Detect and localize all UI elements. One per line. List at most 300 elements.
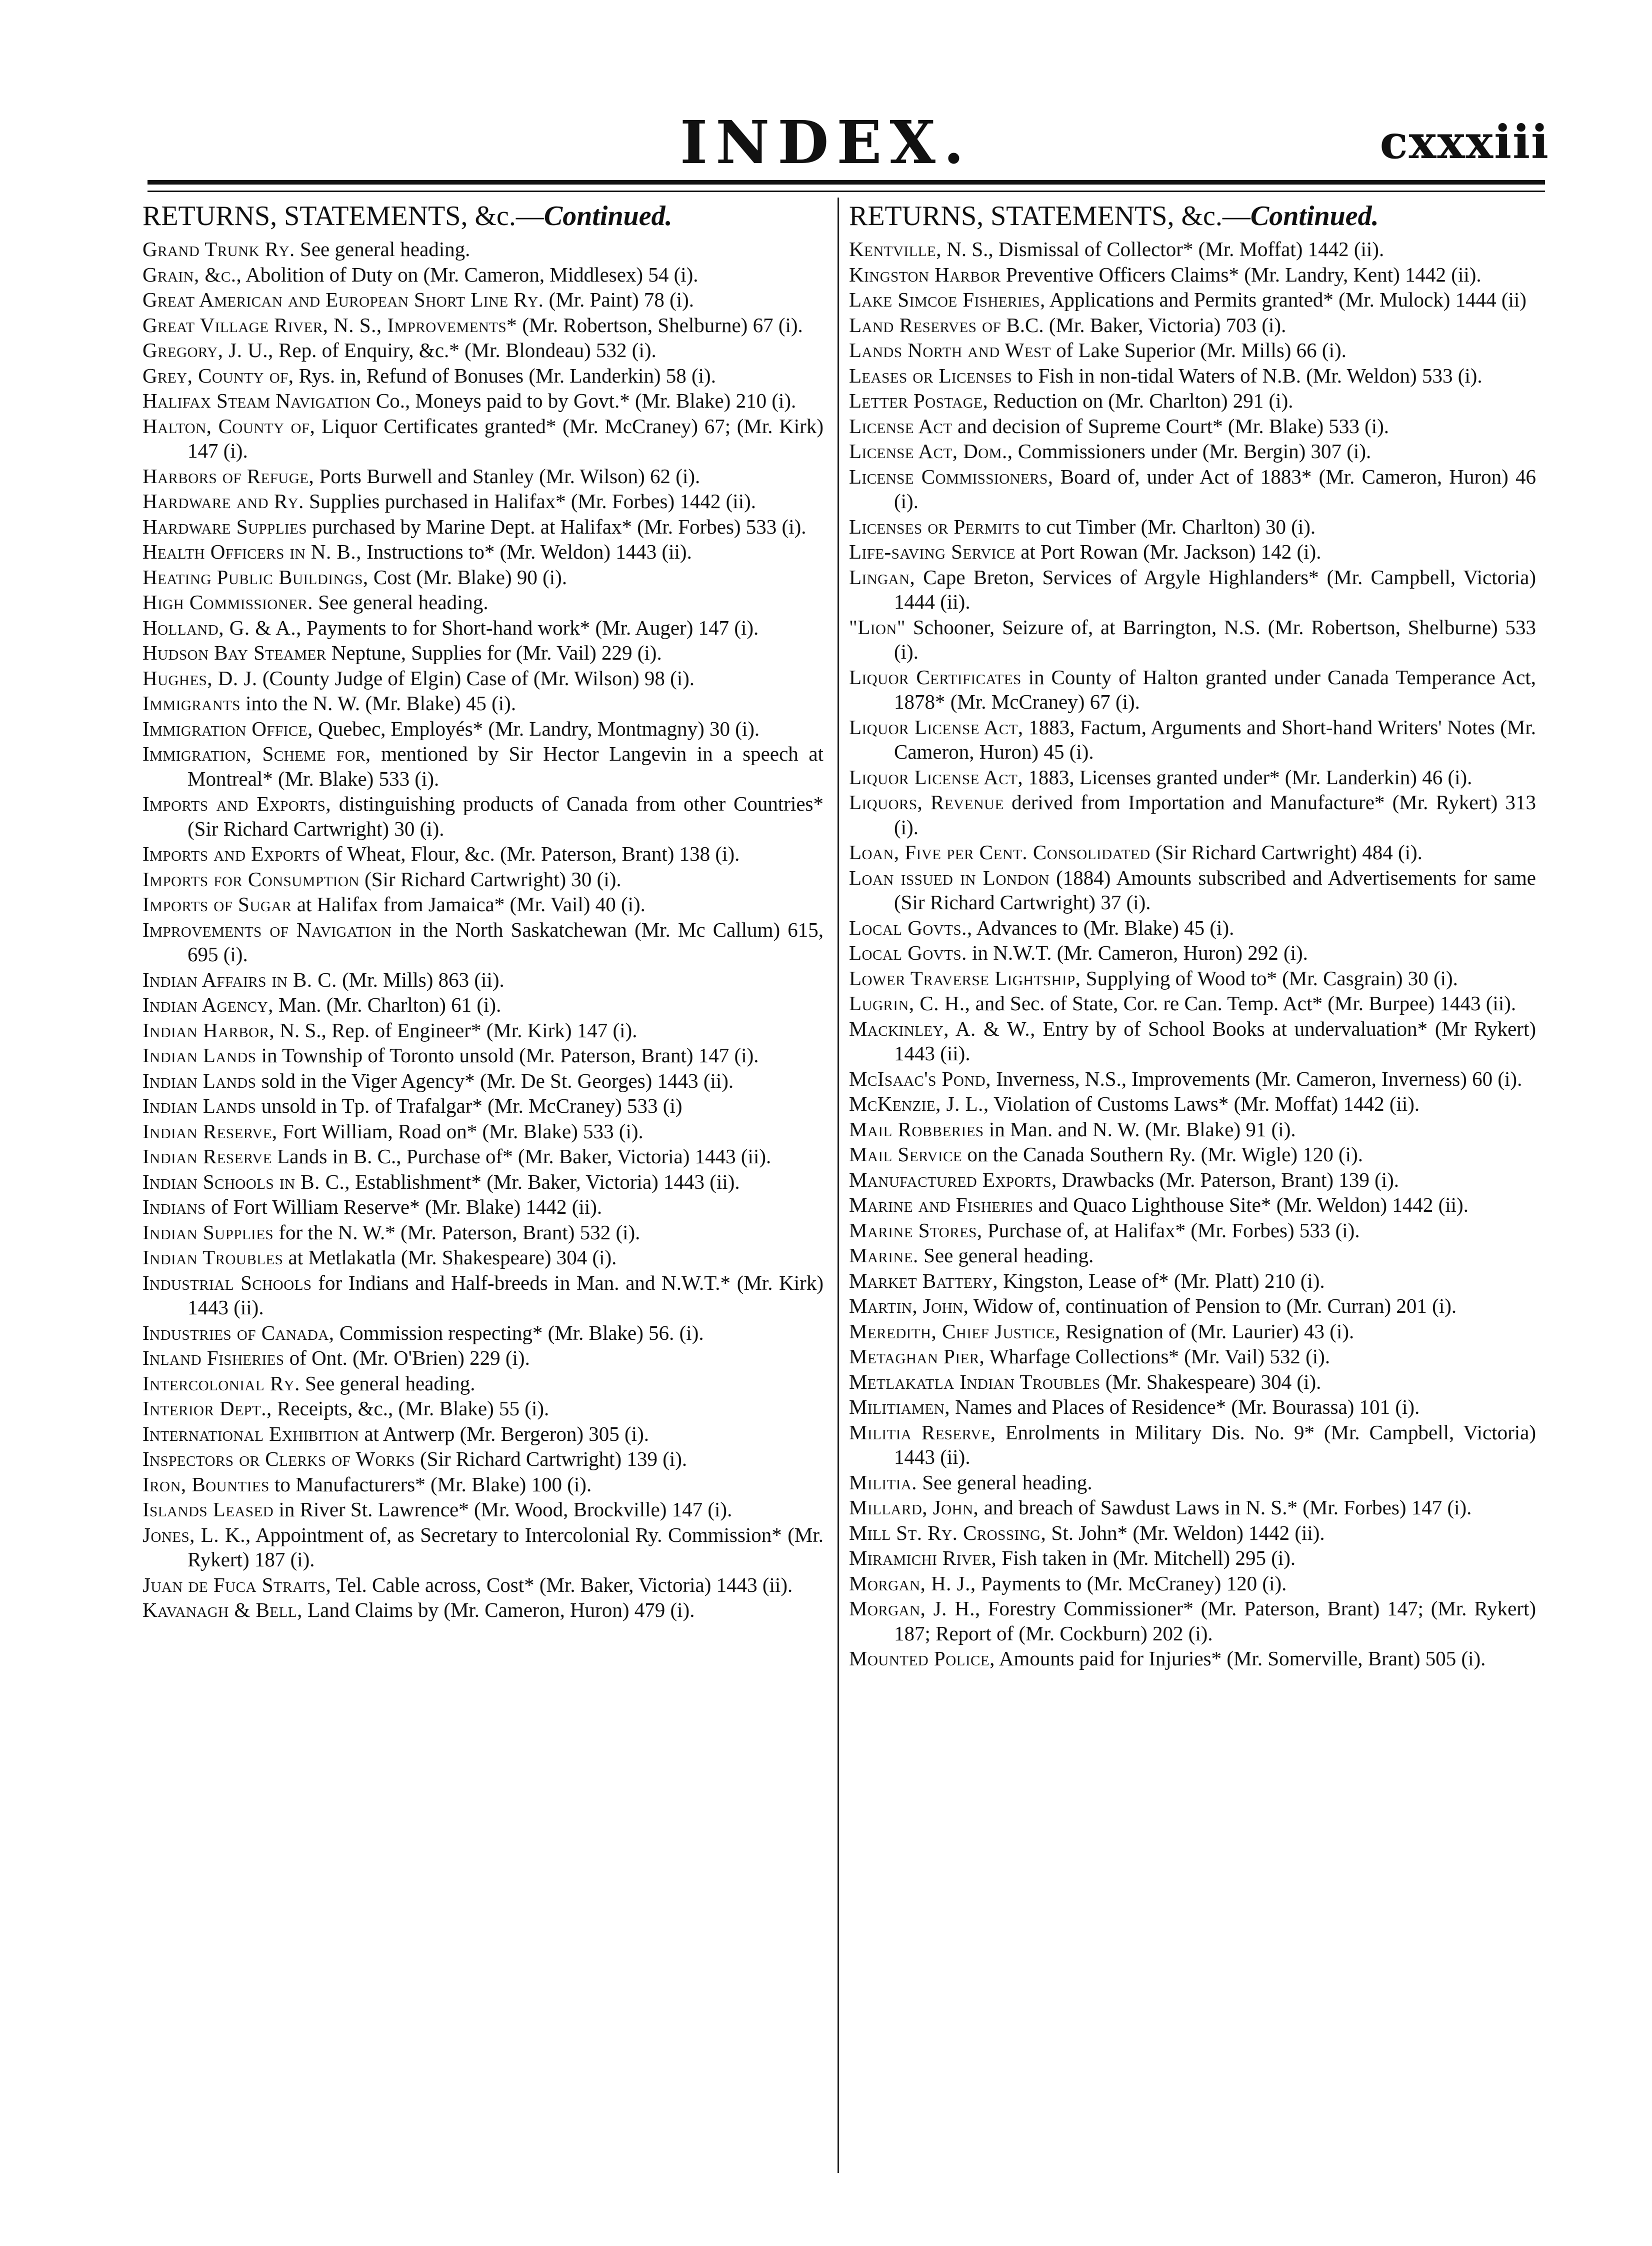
index-entry-keyword: Miramichi River, xyxy=(849,1546,997,1569)
index-entry xyxy=(142,968,824,993)
index-entry xyxy=(142,1523,824,1572)
index-entry-keyword: Halifax Steam Navigation xyxy=(142,389,371,412)
index-entry-text: to cut Timber (Mr. Charlton) 30 (i). xyxy=(1020,515,1316,538)
index-entry xyxy=(142,1069,824,1094)
index-entry xyxy=(142,1043,824,1068)
index-entry xyxy=(142,717,824,742)
index-entry xyxy=(142,313,824,338)
index-entry-keyword: Mill St. Ry. Crossing, xyxy=(849,1521,1046,1544)
index-entry-keyword: Immigrants xyxy=(142,692,240,715)
index-entry-keyword: Inspectors or Clerks of Works xyxy=(142,1447,415,1470)
index-entry-keyword: Letter Postage, xyxy=(849,389,988,412)
index-entry-keyword: Mail Robberies xyxy=(849,1117,984,1141)
index-entry-text: N. S., Dismissal of Collector* (Mr. Moffat) 1442 (ii). xyxy=(941,238,1384,261)
index-entry-text: to Fish in non-tidal Waters of N.B. (Mr. Weldon) 533 (i). xyxy=(1012,364,1482,387)
index-entry-text: for the N. W.* (Mr. Paterson, Brant) 532 (i). xyxy=(274,1220,640,1244)
index-entry xyxy=(142,1396,824,1421)
index-entry-keyword: Harbors of Refuge, xyxy=(142,464,314,488)
index-entry-keyword: Meredith, Chief Justice, xyxy=(849,1319,1060,1343)
index-entry xyxy=(142,237,824,262)
index-entry-keyword: Loan issued in London xyxy=(849,866,1050,889)
index-entry-keyword: Lingan, xyxy=(849,565,916,589)
index-entry-keyword: Liquor Certificates xyxy=(849,665,1022,689)
index-entry xyxy=(849,1521,1536,1546)
index-entry-keyword: Mounted Police, xyxy=(849,1647,995,1670)
index-entry-text: Instructions to* (Mr. Weldon) 1443 (ii). xyxy=(361,540,692,563)
index-entry-keyword: Jones, L. K., xyxy=(142,1523,251,1546)
index-entry-keyword: Interior Dept., xyxy=(142,1397,272,1420)
index-entry-text: Inverness, N.S., Improvements (Mr. Cameron, Inverness) 60 (i). xyxy=(990,1067,1522,1090)
index-entry-text: Payments to (Mr. McCraney) 120 (i). xyxy=(976,1571,1287,1595)
index-entry xyxy=(142,1220,824,1245)
index-entry-keyword: Indian Lands xyxy=(142,1044,256,1067)
index-entry-keyword: Manufactured Exports, xyxy=(849,1168,1057,1191)
index-entry-text: of Fort William Reserve* (Mr. Blake) 1442 (ii). xyxy=(206,1195,602,1218)
index-entry-keyword: Indian Supplies xyxy=(142,1220,274,1244)
index-entry-keyword: Lower Traverse Lightship, xyxy=(849,966,1081,990)
index-entry-text: (Sir Richard Cartwright) 30 (i). xyxy=(359,867,622,891)
index-entry-text: Receipts, &c., (Mr. Blake) 55 (i). xyxy=(272,1397,550,1420)
index-entry-keyword: Imports and Exports xyxy=(142,842,320,865)
index-entry xyxy=(849,765,1536,790)
index-entry xyxy=(849,1420,1536,1470)
index-entry xyxy=(142,364,824,389)
index-entry-keyword: Indian Lands xyxy=(142,1094,256,1117)
index-entry-text: Neptune, Supplies for (Mr. Vail) 229 (i). xyxy=(326,641,662,664)
index-entry-keyword: Juan de Fuca Straits, xyxy=(142,1573,332,1596)
index-entry-keyword: Metlakatla Indian Troubles xyxy=(849,1370,1100,1393)
index-entry-text: (Sir Richard Cartwright) 484 (i). xyxy=(1150,841,1422,864)
index-entry xyxy=(849,1344,1536,1369)
index-entry-text: Fish taken in (Mr. Mitchell) 295 (i). xyxy=(996,1546,1296,1569)
index-entry xyxy=(849,840,1536,865)
index-entry-keyword: Marine and Fisheries xyxy=(849,1193,1034,1216)
index-entry-list xyxy=(142,237,824,1623)
index-entry xyxy=(142,1447,824,1472)
index-entry-text: Entry by of School Books at undervaluation* (Mr Rykert) 1443 (ii). xyxy=(894,1017,1536,1065)
index-entry-keyword: Imports of Sugar xyxy=(142,893,292,916)
index-entry xyxy=(849,1193,1536,1218)
index-entry-text: Quebec, Employés* (Mr. Landry, Montmagny) 30 (i). xyxy=(312,717,760,740)
index-entry-keyword: Intercolonial Ry. xyxy=(142,1371,300,1395)
index-entry xyxy=(142,263,824,288)
index-entry-text: and Quaco Lighthouse Site* (Mr. Weldon) 1442 (ii). xyxy=(1033,1193,1468,1216)
index-entry-keyword: Lake Simcoe Fisheries, xyxy=(849,288,1046,311)
index-entry xyxy=(849,540,1536,565)
index-entry xyxy=(849,237,1536,262)
index-entry xyxy=(849,1470,1536,1495)
index-entry-keyword: License Act, Dom., xyxy=(849,440,1013,463)
index-entry-keyword: Lands North and West xyxy=(849,339,1051,362)
index-entry-text: (Mr. Mills) 863 (ii). xyxy=(336,968,504,991)
index-entry-text: Land Claims by (Mr. Cameron, Huron) 479 (i). xyxy=(302,1598,695,1621)
index-entry xyxy=(849,1017,1536,1066)
index-entry-text: Rep. of Enquiry, &c.* (Mr. Blondeau) 532 (i). xyxy=(273,339,656,362)
page-number: cxxxiii xyxy=(1380,115,1550,169)
index-entry xyxy=(849,1092,1536,1117)
index-entry-text: See general heading. xyxy=(918,1244,1094,1267)
index-entry xyxy=(142,1170,824,1195)
index-entry xyxy=(142,641,824,666)
index-entry-keyword: Local Govts. xyxy=(849,941,967,964)
index-entry-keyword: Local Govts., xyxy=(849,916,972,939)
index-entry xyxy=(142,565,824,590)
index-entry xyxy=(849,1142,1536,1167)
index-entry-keyword: Liquor License Act, xyxy=(849,765,1024,789)
index-entry-text: B.C. (Mr. Baker, Victoria) 703 (i). xyxy=(1001,313,1286,337)
index-entry xyxy=(849,288,1536,313)
index-entry xyxy=(849,1495,1536,1520)
index-entry-keyword: "Lion" xyxy=(849,615,906,639)
index-entry-keyword: Licenses or Permits xyxy=(849,515,1020,538)
index-entry-text: at Antwerp (Mr. Bergeron) 305 (i). xyxy=(359,1422,650,1445)
index-entry xyxy=(142,892,824,917)
index-entry-keyword: Kavanagh & Bell, xyxy=(142,1598,302,1621)
index-entry-text: Cape Breton, Services of Argyle Highlanders* (Mr. Campbell, Victoria) 1444 (ii). xyxy=(894,565,1536,613)
index-entry xyxy=(142,1094,824,1119)
index-entry-text: and Sec. of State, Cor. re Can. Temp. Act* (Mr. Burpee) 1443 (ii). xyxy=(970,992,1516,1015)
index-entry-text: Wharfage Collections* (Mr. Vail) 532 (i). xyxy=(984,1345,1330,1368)
index-entry-text: Schooner, Seizure of, at Barrington, N.S. (Mr. Robertson, Shelburne) 533 (i). xyxy=(894,615,1536,663)
index-entry-keyword: Industries of Canada, xyxy=(142,1321,334,1344)
index-entry xyxy=(142,590,824,615)
index-entry-text: Ports Burwell and Stanley (Mr. Wilson) 62 (i). xyxy=(314,464,700,488)
index-entry xyxy=(849,1571,1536,1596)
index-entry-keyword: Great American and European Short Line Ry. xyxy=(142,288,544,311)
index-entry xyxy=(849,1243,1536,1268)
index-entry-text: (County Judge of Elgin) Case of (Mr. Wilson) 98 (i). xyxy=(257,666,695,690)
index-entry xyxy=(849,966,1536,991)
index-entry-text: (Sir Richard Cartwright) 139 (i). xyxy=(414,1447,688,1470)
index-entry xyxy=(849,1395,1536,1420)
index-entry xyxy=(142,1472,824,1497)
column-divider xyxy=(838,198,839,2173)
index-entry-keyword: High Commissioner. xyxy=(142,591,314,614)
index-entry xyxy=(142,1018,824,1043)
index-entry-keyword: Indian Reserve, xyxy=(142,1119,278,1143)
index-entry xyxy=(849,1218,1536,1243)
index-entry-keyword: Imports and Exports, xyxy=(142,792,332,815)
index-entry-keyword: Martin, John, xyxy=(849,1294,969,1317)
index-entry-text: to Manufacturers* (Mr. Blake) 100 (i). xyxy=(269,1472,592,1496)
index-entry xyxy=(142,616,824,641)
index-entry-text: N. S., Rep. of Engineer* (Mr. Kirk) 147 (i). xyxy=(274,1018,638,1042)
index-entry-text: 1883, Factum, Arguments and Short-hand Writers' Notes (Mr. Cameron, Huron) 45 (i). xyxy=(894,715,1536,763)
index-entry-keyword: Immigration Office, xyxy=(142,717,313,740)
index-entry-keyword: Hardware Supplies xyxy=(142,515,307,538)
index-entry xyxy=(142,1422,824,1447)
index-entry-keyword: Loan, Five per Cent. Consolidated xyxy=(849,841,1150,864)
index-entry-keyword: Marine Stores, xyxy=(849,1218,982,1242)
index-entry xyxy=(142,867,824,892)
right-column xyxy=(849,198,1536,1672)
index-entry-text: Liquor Certificates granted* (Mr. McCraney) 67; (Mr. Kirk) 147 (i). xyxy=(188,414,824,462)
index-entry-text: Enrolments in Military Dis. No. 9* (Mr. Campbell, Victoria) 1443 (ii). xyxy=(894,1420,1536,1468)
index-entry-keyword: Leases or Licenses xyxy=(849,364,1012,387)
section-heading xyxy=(849,198,1536,234)
index-entry-text: at Metlakatla (Mr. Shakespeare) 304 (i). xyxy=(283,1246,617,1269)
index-entry xyxy=(849,866,1536,915)
index-entry-keyword: Market Battery, xyxy=(849,1269,998,1292)
index-entry-text: (Mr. Paint) 78 (i). xyxy=(544,288,694,311)
index-entry-text: Reduction on (Mr. Charlton) 291 (i). xyxy=(988,389,1294,412)
index-entry xyxy=(142,1144,824,1169)
index-entry xyxy=(142,1573,824,1598)
index-entry-text: See general heading. xyxy=(300,1371,476,1395)
index-entry xyxy=(849,1319,1536,1344)
index-entry-text: Tel. Cable across, Cost* (Mr. Baker, Victoria) 1443 (ii). xyxy=(331,1573,793,1596)
index-entry xyxy=(142,1321,824,1346)
index-entry-keyword: Hardware and Ry. xyxy=(142,490,304,513)
index-entry xyxy=(849,338,1536,363)
index-entry-text: in River St. Lawrence* (Mr. Wood, Brockville) 147 (i). xyxy=(274,1498,732,1521)
index-entry-text: Lands in B. C., Purchase of* (Mr. Baker, Victoria) 1443 (ii). xyxy=(272,1145,772,1168)
index-entry xyxy=(142,515,824,540)
index-entry-text: unsold in Tp. of Trafalgar* (Mr. McCraney) 533 (i) xyxy=(256,1094,682,1117)
section-heading-text: RETURNS, STATEMENTS, &c.— xyxy=(849,201,1250,232)
index-entry-text: 1883, Licenses granted under* (Mr. Landerkin) 46 (i). xyxy=(1023,765,1472,789)
index-entry-keyword: Morgan, H. J., xyxy=(849,1571,976,1595)
index-entry-keyword: Iron, Bounties xyxy=(142,1472,270,1496)
index-entry-keyword: McIsaac's Pond, xyxy=(849,1067,991,1090)
index-entry xyxy=(849,389,1536,414)
page-title: INDEX. xyxy=(680,108,972,177)
index-entry xyxy=(142,338,824,363)
index-entry-keyword: Marine. xyxy=(849,1244,918,1267)
index-entry-keyword: International Exhibition xyxy=(142,1422,360,1445)
index-entry xyxy=(142,918,824,967)
index-entry-text: distinguishing products of Canada from other Countries* (Sir Richard Cartwright) 30 (i). xyxy=(188,792,824,840)
index-entry xyxy=(849,263,1536,288)
index-entry-text: Forestry Commissioner* (Mr. Paterson, Brant) 147; (Mr. Rykert) 187; Report of (Mr. Cockburn) 202 (i). xyxy=(894,1597,1536,1645)
index-entry-text: Establishment* (Mr. Baker, Victoria) 1443 (ii). xyxy=(350,1170,740,1193)
index-entry-text: of Lake Superior (Mr. Mills) 66 (i). xyxy=(1050,339,1346,362)
index-entry-keyword: Millard, John, xyxy=(849,1496,979,1519)
index-entry-keyword: McKenzie, J. L., xyxy=(849,1092,989,1115)
index-entry xyxy=(142,842,824,867)
index-entry-text: sold in the Viger Agency* (Mr. De St. Georges) 1443 (ii). xyxy=(256,1069,734,1092)
header-rule xyxy=(148,180,1545,185)
index-entry xyxy=(849,1646,1536,1671)
index-entry-keyword: Lugrin, C. H., xyxy=(849,992,970,1015)
index-entry-text: at Port Rowan (Mr. Jackson) 142 (i). xyxy=(1015,540,1322,563)
index-entry-text: Supplies purchased in Halifax* (Mr. Forbes) 1442 (ii). xyxy=(304,490,756,513)
index-entry-text: Commissioners under (Mr. Bergin) 307 (i). xyxy=(1012,440,1372,463)
left-column xyxy=(142,198,824,1623)
index-entry xyxy=(849,665,1536,715)
section-heading-text: RETURNS, STATEMENTS, &c.— xyxy=(142,201,544,232)
index-entry-keyword: Militia. xyxy=(849,1470,918,1494)
index-entry-keyword: Liquors, Revenue xyxy=(849,791,1004,814)
index-entry xyxy=(849,991,1536,1016)
index-entry-text: (Mr. Robertson, Shelburne) 67 (i). xyxy=(517,313,803,337)
index-entry-keyword: Mackinley, A. & W., xyxy=(849,1017,1036,1040)
index-entry-keyword: Great Village River, N. S., Improvements* xyxy=(142,313,518,337)
index-entry-keyword: License Act xyxy=(849,414,952,438)
index-entry xyxy=(849,1067,1536,1092)
index-entry xyxy=(849,1546,1536,1571)
index-entry-keyword: Indian Agency, xyxy=(142,993,274,1016)
index-entry-keyword: Indian Lands xyxy=(142,1069,256,1092)
index-entry-keyword: Indian Harbor, xyxy=(142,1018,275,1042)
index-entry xyxy=(142,288,824,313)
index-entry xyxy=(142,1371,824,1396)
index-entry xyxy=(142,414,824,464)
index-entry-keyword: Kingston Harbor xyxy=(849,263,1001,286)
index-entry-keyword: Mail Service xyxy=(849,1143,962,1166)
index-entry xyxy=(849,313,1536,338)
index-entry-text: Appointment of, as Secretary to Intercolonial Ry. Commission* (Mr. Rykert) 187 (i). xyxy=(188,1523,824,1571)
index-entry xyxy=(142,993,824,1018)
index-entry xyxy=(849,790,1536,840)
index-entry-keyword: Morgan, J. H., xyxy=(849,1597,980,1620)
index-entry-text: (Mr. Shakespeare) 304 (i). xyxy=(1100,1370,1322,1393)
index-entry-keyword: Gregory, J. U., xyxy=(142,339,274,362)
index-entry-keyword: Industrial Schools xyxy=(142,1271,312,1294)
index-entry xyxy=(849,916,1536,941)
section-heading xyxy=(142,198,824,234)
index-entry xyxy=(142,1195,824,1220)
index-entry-text: Kingston, Lease of* (Mr. Platt) 210 (i). xyxy=(998,1269,1325,1292)
index-entry-keyword: Life-saving Service xyxy=(849,540,1016,563)
index-entry-text: Advances to (Mr. Blake) 45 (i). xyxy=(972,916,1234,939)
index-entry-keyword: Holland, G. & A., xyxy=(142,616,302,639)
index-entry xyxy=(849,1269,1536,1294)
index-entry-keyword: Imports for Consumption xyxy=(142,867,360,891)
index-entry xyxy=(142,792,824,841)
index-entry xyxy=(849,515,1536,540)
index-entry xyxy=(142,666,824,691)
index-entry-text: (1884) Amounts subscribed and Advertisements for same (Sir Richard Cartwright) 37 (i). xyxy=(894,866,1536,914)
header-rule-thin xyxy=(148,191,1545,192)
index-entry-text: in the North Saskatchewan (Mr. Mc Callum) 615, 695 (i). xyxy=(188,918,824,966)
index-entry-text: See general heading. xyxy=(917,1470,1092,1494)
index-entry-keyword: Indian Reserve xyxy=(142,1145,272,1168)
index-entry-text: on the Canada Southern Ry. (Mr. Wigle) 120 (i). xyxy=(962,1143,1363,1166)
index-entry xyxy=(849,565,1536,615)
index-entry-text: for Indians and Half-breeds in Man. and N.W.T.* (Mr. Kirk) 1443 (ii). xyxy=(188,1271,824,1319)
index-entry xyxy=(849,715,1536,765)
index-entry-text: in N.W.T. (Mr. Cameron, Huron) 292 (i). xyxy=(966,941,1308,964)
index-entry-text: Commission respecting* (Mr. Blake) 56. (i). xyxy=(334,1321,704,1344)
index-entry-text: Abolition of Duty on (Mr. Cameron, Middlesex) 54 (i). xyxy=(242,263,698,286)
index-entry-text: mentioned by Sir Hector Langevin in a speech at Montreal* (Mr. Blake) 533 (i). xyxy=(188,742,824,790)
index-entry-text: Man. (Mr. Charlton) 61 (i). xyxy=(273,993,502,1016)
index-entry-text: of Ont. (Mr. O'Brien) 229 (i). xyxy=(284,1346,530,1369)
index-entry-text: into the N. W. (Mr. Blake) 45 (i). xyxy=(240,692,516,715)
index-entry xyxy=(849,414,1536,439)
index-entry-text: Cost (Mr. Blake) 90 (i). xyxy=(368,565,568,589)
index-entry-keyword: Grey, County of, xyxy=(142,364,294,387)
index-entry xyxy=(849,941,1536,966)
index-entry xyxy=(142,464,824,489)
index-entry xyxy=(142,1119,824,1144)
index-entry-keyword: Liquor License Act, xyxy=(849,715,1024,739)
index-entry xyxy=(849,1117,1536,1142)
index-entry-text: and decision of Supreme Court* (Mr. Blake) 533 (i). xyxy=(952,414,1390,438)
index-entry-list xyxy=(849,237,1536,1671)
index-entry-text: derived from Importation and Manufacture* (Mr. Rykert) 313 (i). xyxy=(894,791,1536,839)
index-entry-keyword: Immigration, Scheme for, xyxy=(142,742,371,765)
index-entry-text: See general heading. xyxy=(313,591,488,614)
index-entry xyxy=(849,1294,1536,1319)
index-entry-keyword: Indian Schools in B. C., xyxy=(142,1170,350,1193)
index-entry xyxy=(142,1497,824,1522)
index-entry-keyword: Indians xyxy=(142,1195,206,1218)
index-entry-keyword: Grand Trunk Ry. xyxy=(142,238,295,261)
index-entry-text: purchased by Marine Dept. at Halifax* (Mr. Forbes) 533 (i). xyxy=(306,515,806,538)
index-entry-text: Violation of Customs Laws* (Mr. Moffat) 1442 (ii). xyxy=(988,1092,1420,1115)
index-entry-keyword: Hudson Bay Steamer xyxy=(142,641,326,664)
index-entry-text: Co., Moneys paid to by Govt.* (Mr. Blake) 210 (i). xyxy=(370,389,796,412)
index-entry-text: Resignation of (Mr. Laurier) 43 (i). xyxy=(1060,1319,1354,1343)
index-entry-text: in Township of Toronto unsold (Mr. Paterson, Brant) 147 (i). xyxy=(256,1044,759,1067)
index-entry-keyword: Halton, County of, xyxy=(142,414,316,438)
index-entry-text: See general heading. xyxy=(294,238,470,261)
index-entry-text: Preventive Officers Claims* (Mr. Landry, Kent) 1442 (ii). xyxy=(1000,263,1482,286)
index-entry-text: Drawbacks (Mr. Paterson, Brant) 139 (i). xyxy=(1056,1168,1400,1191)
index-entry-text: Widow of, continuation of Pension to (Mr. Curran) 201 (i). xyxy=(968,1294,1457,1317)
index-entry-keyword: Islands Leased xyxy=(142,1498,274,1521)
index-entry-text: Supplying of Wood to* (Mr. Casgrain) 30 (i). xyxy=(1080,966,1458,990)
index-entry-keyword: Kentville, xyxy=(849,238,942,261)
index-entry xyxy=(142,389,824,414)
index-entry-keyword: Metaghan Pier, xyxy=(849,1345,985,1368)
index-entry-keyword: Improvements of Navigation xyxy=(142,918,392,941)
index-entry-text: of Wheat, Flour, &c. (Mr. Paterson, Brant) 138 (i). xyxy=(320,842,740,865)
index-entry-keyword: License Commissioners, xyxy=(849,465,1054,488)
index-entry xyxy=(142,1346,824,1371)
index-entry-text: Names and Places of Residence* (Mr. Bourassa) 101 (i). xyxy=(950,1395,1420,1418)
index-entry-text: Fort William, Road on* (Mr. Blake) 533 (i). xyxy=(277,1119,644,1143)
section-heading-continued: Continued. xyxy=(1250,201,1379,232)
index-entry-text: Amounts paid for Injuries* (Mr. Somerville, Brant) 505 (i). xyxy=(994,1647,1486,1670)
index-entry-keyword: Militiamen, xyxy=(849,1395,950,1418)
index-entry xyxy=(849,1168,1536,1193)
index-entry xyxy=(849,1596,1536,1646)
index-entry-keyword: Heating Public Buildings, xyxy=(142,565,368,589)
section-heading-continued: Continued. xyxy=(544,201,672,232)
index-entry xyxy=(142,1245,824,1270)
index-entry xyxy=(849,1370,1536,1395)
index-entry xyxy=(849,364,1536,389)
index-entry-text: in County of Halton granted under Canada Temperance Act, 1878* (Mr. McCraney) 67 (i). xyxy=(894,665,1536,713)
index-entry xyxy=(849,465,1536,514)
index-entry-keyword: Grain, &c., xyxy=(142,263,242,286)
index-entry-keyword: Land Reserves of xyxy=(849,313,1002,337)
index-entry xyxy=(142,489,824,514)
index-entry xyxy=(142,540,824,565)
index-entry-text: Applications and Permits granted* (Mr. Mulock) 1444 (ii) xyxy=(1045,288,1526,311)
index-entry-text: in Man. and N. W. (Mr. Blake) 91 (i). xyxy=(984,1117,1296,1141)
index-entry xyxy=(849,615,1536,665)
index-entry-keyword: Militia Reserve, xyxy=(849,1420,996,1444)
index-entry xyxy=(142,691,824,716)
index-entry-text: and breach of Sawdust Laws in N. S.* (Mr. Forbes) 147 (i). xyxy=(978,1496,1472,1519)
index-entry-text: Purchase of, at Halifax* (Mr. Forbes) 533 (i). xyxy=(982,1218,1360,1242)
index-entry-text: Payments to for Short-hand work* (Mr. Auger) 147 (i). xyxy=(301,616,759,639)
index-entry xyxy=(849,439,1536,464)
index-entry xyxy=(142,1598,824,1623)
index-entry-keyword: Inland Fisheries xyxy=(142,1346,284,1369)
index-entry xyxy=(142,1271,824,1320)
index-entry-keyword: Hughes, D. J. xyxy=(142,666,258,690)
index-entry-text: at Halifax from Jamaica* (Mr. Vail) 40 (i). xyxy=(292,893,646,916)
index-entry-text: St. John* (Mr. Weldon) 1442 (ii). xyxy=(1046,1521,1325,1544)
index-entry-keyword: Indian Troubles xyxy=(142,1246,284,1269)
index-entry-keyword: Indian Affairs in B. C. xyxy=(142,968,337,991)
index-entry-text: Board of, under Act of 1883* (Mr. Cameron, Huron) 46 (i). xyxy=(894,465,1536,513)
